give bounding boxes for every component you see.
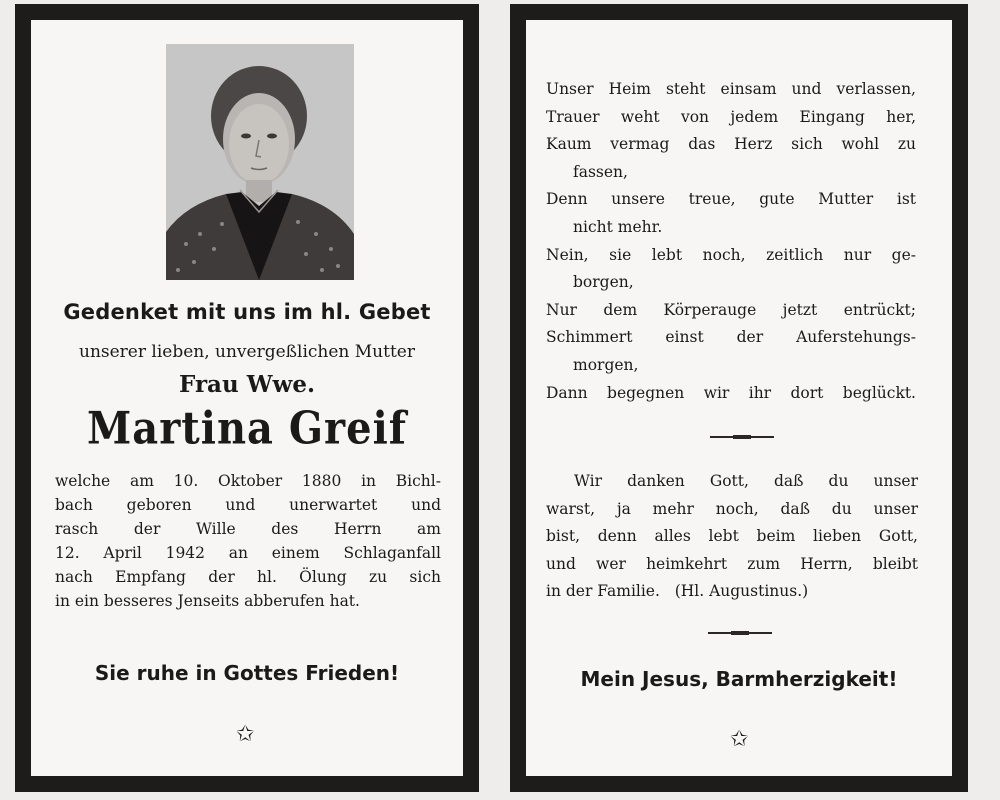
poem-line: Schimmert einst der Auferstehungs- [546,328,916,347]
poem-line: Unser Heim steht einsam und verlassen, [546,80,916,98]
star-icon: ✩ [236,722,255,747]
card-right-paper [526,20,952,776]
bio-line: nach Empfang der hl. Ölung zu sich [55,568,441,586]
augustinus-quote [546,468,918,606]
prayer-heading: Gedenket mit uns im hl. Gebet [63,300,431,324]
poem-line: borgen, [573,273,634,292]
quote-line: in der Familie. (Hl. Augustinus.) [546,582,809,600]
poem-line: Nein, sie lebt noch, zeitlich nur ge- [546,245,916,264]
poem-line: Trauer weht von jedem Eingang her, [546,107,916,126]
ornamental-divider [708,632,772,634]
portrait-photo [166,44,354,280]
card-left-paper [31,20,463,776]
quote-line: Wir danken Gott, daß du unser [574,472,918,490]
mercy-prayer-line: Mein Jesus, Barmherzigkeit! [580,667,898,691]
ornamental-divider [710,436,774,438]
bio-line: in ein besseres Jenseits abberufen hat. [55,592,360,610]
poem-line: Dann begegnen wir ihr dort beglückt. [546,383,916,402]
star-icon: ✩ [730,727,749,752]
bio-line: welche am 10. Oktober 1880 in Bichl- [55,472,441,490]
poem-line: Denn unsere treue, gute Mutter ist [546,190,916,209]
quote-line: warst, ja mehr noch, daß du unser [546,499,918,518]
honorific-title: Frau Wwe. [179,371,315,398]
memorial-card-right [510,4,968,792]
quote-line: bist, denn alles lebt beim lieben Gott, [546,527,918,545]
poem-line: Nur dem Körperauge jetzt entrückt; [546,300,916,319]
rest-in-peace-line: Sie ruhe in Gottes Frieden! [94,661,400,685]
deceased-name: Martina Greif [87,402,407,455]
memorial-card-left [15,4,479,792]
poem-line: fassen, [573,162,628,181]
bio-line: bach geboren und unerwartet und [55,496,441,514]
biography-text [55,469,441,613]
bio-line: 12. April 1942 an einem Schlaganfall [55,544,441,562]
poem-line: nicht mehr. [573,217,663,236]
bio-line: rasch der Wille des Herrn am [55,520,441,538]
quote-line: und wer heimkehrt zum Herrn, bleibt [546,554,918,573]
memorial-poem [546,76,916,407]
portrait-illustration [166,44,354,280]
poem-line: morgen, [573,355,639,374]
mother-subheading: unserer lieben, unvergeßlichen Mutter [79,342,415,362]
poem-line: Kaum vermag das Herz sich wohl zu [546,135,916,154]
